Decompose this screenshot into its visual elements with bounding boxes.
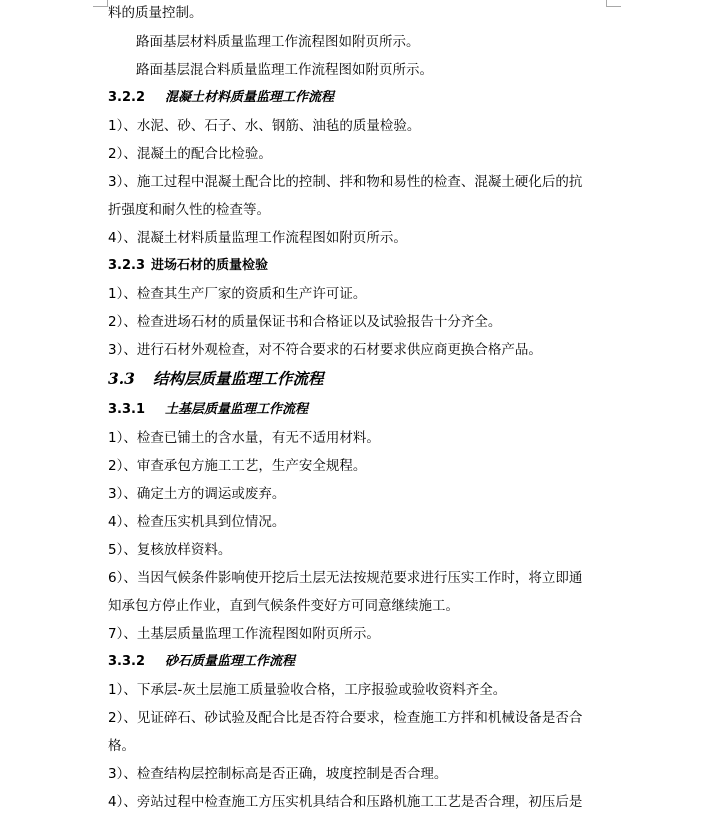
paragraph-line: 4）、混凝土材料质量监理工作流程图如附页所示。 xyxy=(108,230,407,246)
paragraph-line: 路面基层混合料质量监理工作流程图如附页所示。 xyxy=(136,62,433,78)
paragraph-line: 1）、检查其生产厂家的资质和生产许可证。 xyxy=(108,286,367,302)
paragraph-line: 2）、见证碎石、砂试验及配合比是否符合要求，检查施工方拌和机械设备是否合 xyxy=(108,710,583,726)
paragraph-line: 2）、检查进场石材的质量保证书和合格证以及试验报告十分齐全。 xyxy=(108,314,502,330)
paragraph-line: 3）、施工过程中混凝土配合比的控制、拌和物和易性的检查、混凝土硬化后的抗 xyxy=(108,174,583,190)
heading-number: 3.2.3 xyxy=(108,258,146,273)
paragraph-line: 知承包方停止作业，直到气候条件变好方可同意继续施工。 xyxy=(108,598,459,614)
heading-3-3 xyxy=(108,368,323,390)
heading-number: 3.3 xyxy=(108,369,135,388)
heading-3-3-2 xyxy=(108,652,295,672)
paragraph-line: 折强度和耐久性的检查等。 xyxy=(108,202,270,218)
heading-number: 3.2.2 xyxy=(108,90,146,105)
paragraph-line: 2）、审查承包方施工工艺，生产安全规程。 xyxy=(108,458,367,474)
page-corner-mark-right xyxy=(606,0,621,7)
heading-title: 进场石材的质量检验 xyxy=(151,258,269,273)
heading-number: 3.3.2 xyxy=(108,654,146,669)
paragraph-line: 料的质量控制。 xyxy=(108,5,203,21)
paragraph-line: 3）、检查结构层控制标高是否正确，坡度控制是否合理。 xyxy=(108,766,448,782)
paragraph-line: 1）、检查已铺土的含水量，有无不适用材料。 xyxy=(108,430,380,446)
paragraph-line: 5）、复核放样资料。 xyxy=(108,542,232,558)
paragraph-line: 1）、下承层-灰土层施工质量验收合格，工序报验或验收资料齐全。 xyxy=(108,682,507,698)
paragraph-line: 路面基层材料质量监理工作流程图如附页所示。 xyxy=(136,34,420,50)
paragraph-line: 4）、旁站过程中检查施工方压实机具结合和压路机施工工艺是否合理，初压后是 xyxy=(108,794,583,810)
heading-title: 砂石质量监理工作流程 xyxy=(165,654,296,669)
paragraph-line: 6）、当因气候条件影响使开挖后土层无法按规范要求进行压实工作时，将立即通 xyxy=(108,570,583,586)
heading-3-2-3 xyxy=(108,256,268,276)
paragraph-line: 7）、土基层质量监理工作流程图如附页所示。 xyxy=(108,626,380,642)
page-corner-mark-left xyxy=(93,0,108,7)
heading-title: 土基层质量监理工作流程 xyxy=(165,402,309,417)
heading-3-3-1 xyxy=(108,400,308,420)
paragraph-line: 2）、混凝土的配合比检验。 xyxy=(108,146,272,162)
paragraph-line: 4）、检查压实机具到位情况。 xyxy=(108,514,286,530)
heading-3-2-2 xyxy=(108,88,334,108)
heading-title: 结构层质量监理工作流程 xyxy=(152,369,324,388)
paragraph-line: 1）、水泥、砂、石子、水、钢筋、油毡的质量检验。 xyxy=(108,118,421,134)
paragraph-line: 格。 xyxy=(108,738,135,754)
heading-number: 3.3.1 xyxy=(108,402,146,417)
paragraph-line: 3）、确定土方的调运或废弃。 xyxy=(108,486,286,502)
paragraph-line: 3）、进行石材外观检查，对不符合要求的石材要求供应商更换合格产品。 xyxy=(108,342,542,358)
heading-title: 混凝土材料质量监理工作流程 xyxy=(165,90,335,105)
